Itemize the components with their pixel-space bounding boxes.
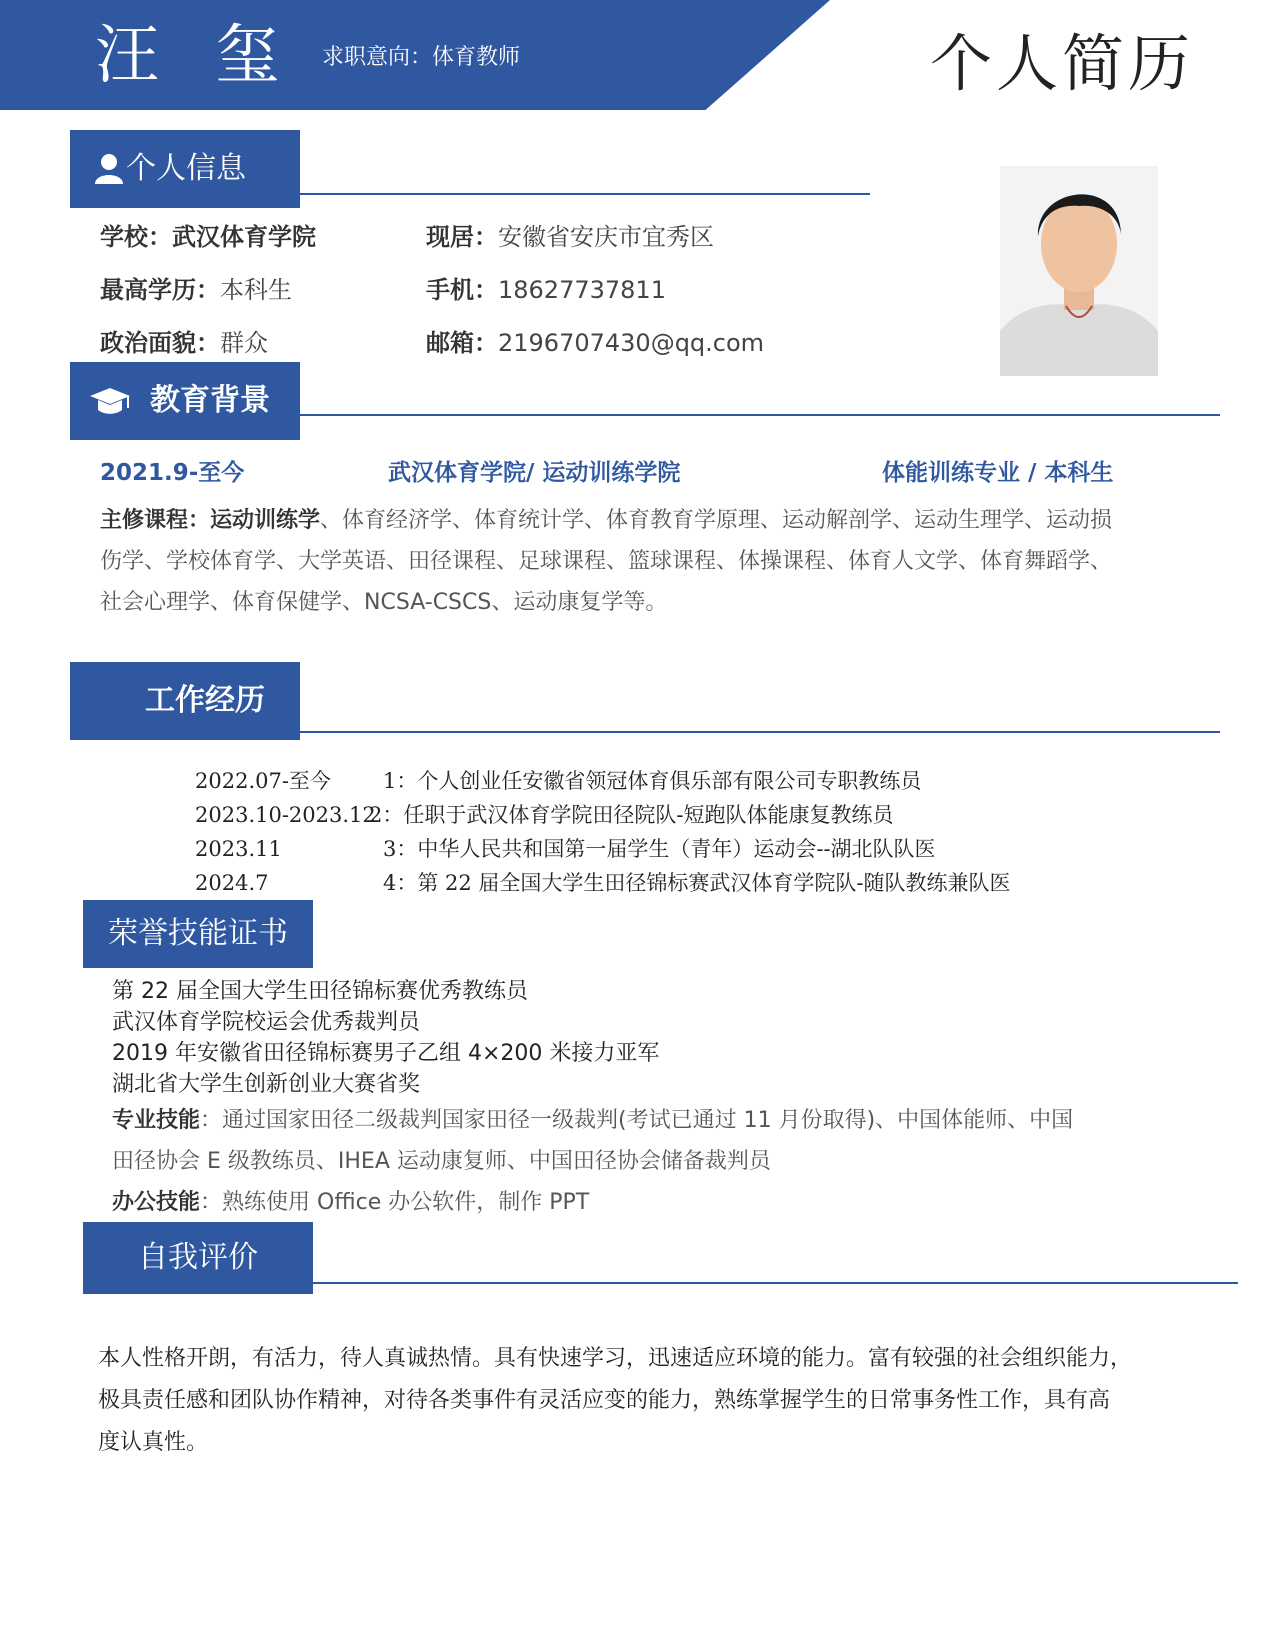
section-header-work [70,662,300,740]
skills-line: 田径协会 E 级教练员、IHEA 运动康复师、中国田径协会储备裁判员 [112,1149,771,1174]
work-text: 3：中华人民共和国第一届学生（青年）运动会--湖北队队医 [383,837,936,861]
work-text: 2：任职于武汉体育学院田径院队-短跑队体能康复教练员 [369,803,894,827]
work-date: 2023.11 [195,837,282,861]
work-text: 4：第 22 届全国大学生田径锦标赛武汉体育学院队-随队教练兼队医 [383,871,1011,895]
course-highlight: 运动训练学 [210,508,321,533]
education-major: 体能训练专业 / 本科生 [882,460,1114,486]
phone-label: 手机： [426,276,498,304]
school-label: 学校： [100,223,172,251]
courses-line: 伤学、学校体育学、大学英语、田径课程、足球课程、篮球课程、体操课程、体育人文学、体育舞蹈学、 [100,549,1113,574]
work-date: 2023.10-2023.12 [195,803,376,827]
residence-value: 安徽省安庆市宜秀区 [498,223,714,251]
degree-label: 最高学历： [100,276,220,304]
person-icon [92,152,126,186]
degree-value: 本科生 [220,276,292,304]
political-field [100,328,268,358]
section-title: 工作经历 [145,683,265,718]
section-title: 荣誉技能证书 [108,916,288,951]
courses-line: 社会心理学、体育保健学、NCSA-CSCS、运动康复学等。 [100,590,668,615]
skills-label: 专业技能 [112,1108,201,1133]
self-eval-line: 本人性格开朗，有活力，待人真诚热情。具有快速学习，迅速适应环境的能力。富有较强的社会组织能力， [98,1346,1133,1371]
office-label: 办公技能 [112,1190,201,1215]
section-title: 自我评价 [138,1240,258,1275]
residence-label: 现居： [426,223,498,251]
work-date: 2022.07-至今 [195,769,331,793]
honors-list [112,976,659,1100]
office-text: ：熟练使用 Office 办公软件，制作 PPT [200,1190,590,1215]
skills-text: ：通过国家田径二级裁判国家田径一级裁判(考试已通过 11 月份取得)、中国体能师、中国 [200,1108,1074,1133]
email-value: 2196707430@qq.com [498,329,765,357]
school-field [100,222,316,252]
skills-line [112,1100,1232,1141]
section-divider [300,731,1220,733]
section-divider [313,1282,1238,1284]
phone-field [426,275,666,305]
self-eval-line: 度认真性。 [98,1430,209,1455]
phone-value: 18627737811 [498,276,666,304]
section-header-education [70,362,300,440]
courses-label: 主修课程： [100,508,211,533]
office-line [112,1182,1232,1223]
degree-field [100,275,292,305]
self-eval-line: 极具责任感和团队协作精神，对待各类事件有灵活应变的能力，熟练掌握学生的日常事务性工作，具有高 [98,1388,1111,1413]
section-header-self-eval [83,1222,313,1294]
section-divider [300,414,1220,416]
residence-field [426,222,714,252]
school-value: 武汉体育学院 [172,223,316,251]
political-value: 群众 [220,329,268,357]
email-label: 邮箱： [426,329,498,357]
resume-title: 个人简历 [930,27,1195,100]
email-field [426,328,764,358]
work-date: 2024.7 [195,871,269,895]
education-school: 武汉体育学院/ 运动训练学院 [388,460,681,486]
section-title: 个人信息 [126,151,246,186]
honor-item: 武汉体育学院校运会优秀裁判员 [112,1010,421,1035]
job-intention: 求职意向：体育教师 [322,45,521,70]
section-divider [300,193,870,195]
honor-item: 湖北省大学生创新创业大赛省奖 [112,1072,421,1097]
self-eval-text [98,1338,1238,1464]
honor-item: 第 22 届全国大学生田径锦标赛优秀教练员 [112,979,528,1004]
courses-block [100,500,1230,623]
section-header-personal [70,130,300,208]
work-text: 1：个人创业任安徽省领冠体育俱乐部有限公司专职教练员 [383,769,922,793]
honor-item: 2019 年安徽省田径锦标赛男子乙组 4×200 米接力亚军 [112,1041,660,1066]
section-title: 教育背景 [150,383,270,418]
political-label: 政治面貌： [100,329,220,357]
candidate-name: 汪 玺 [95,19,298,93]
graduation-cap-icon [88,384,132,418]
courses-line [100,500,1230,541]
section-header-honors [83,900,313,968]
education-period: 2021.9-至今 [100,460,245,486]
skills-block [112,1100,1232,1223]
profile-photo [1000,166,1158,376]
courses-text: 、体育经济学、体育统计学、体育教育学原理、运动解剖学、运动生理学、运动损 [320,508,1113,533]
